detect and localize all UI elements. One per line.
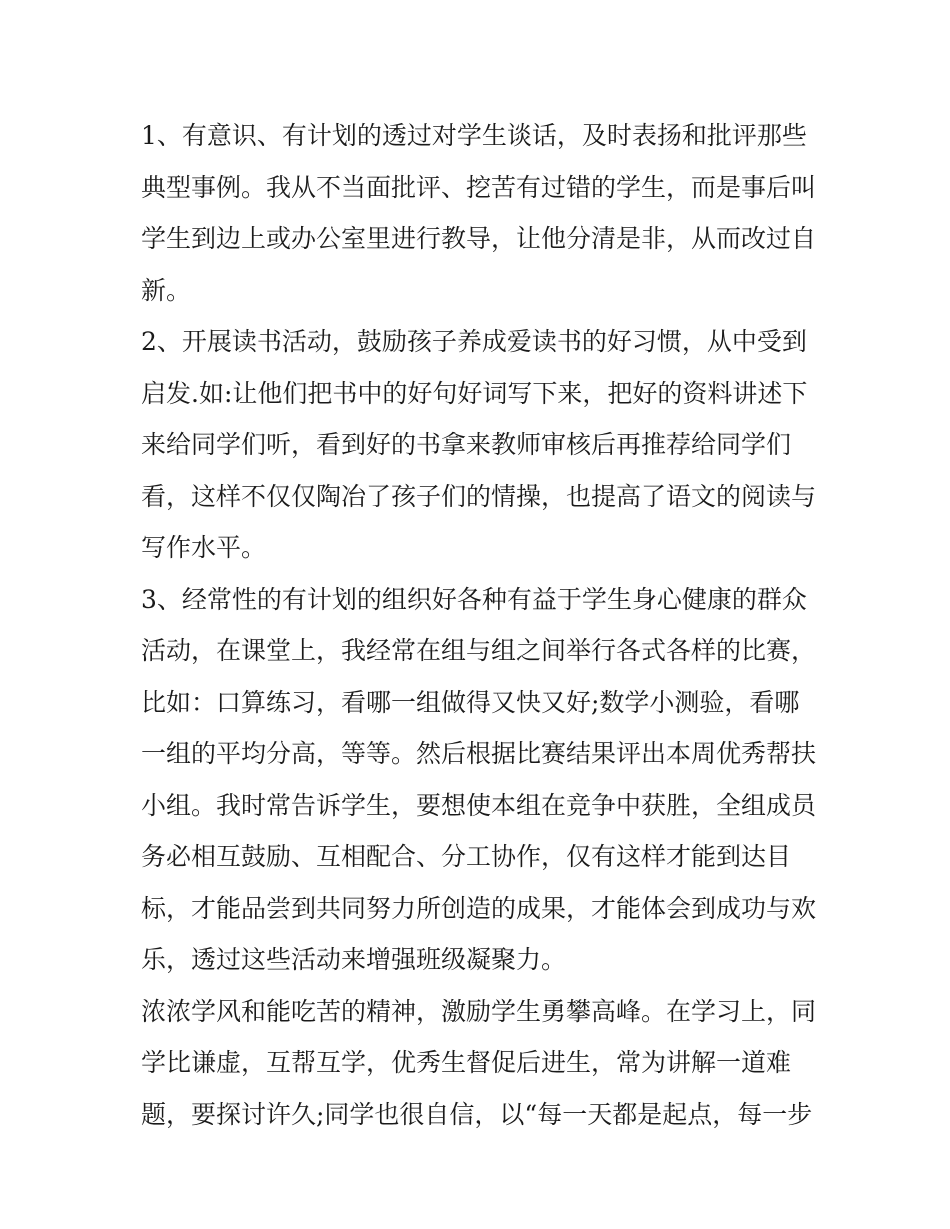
text-line-18: 浓浓学风和能吃苦的精神，激励学生勇攀高峰。在学习上，同 xyxy=(141,996,817,1026)
text-line-11: 活动，在课堂上，我经常在组与组之间举行各式各样的比赛， xyxy=(141,636,817,665)
text-line-20: 题，要探讨许久;同学也很自信，以“每一天都是起点，每一步 xyxy=(141,1099,813,1129)
text-line-5: 2、开展读书活动，鼓励孩子养成爱读书的好习惯，从中受到 xyxy=(141,327,807,356)
text-line-2: 典型事例。我从不当面批评、挖苦有过错的学生，而是事后叫 xyxy=(141,172,817,202)
text-line-16: 标，才能品尝到共同努力所创造的成果，才能体会到成功与欢 xyxy=(141,893,817,923)
text-line-10: 3、经常性的有计划的组织好各种有益于学生身心健康的群众 xyxy=(141,584,807,614)
text-line-15: 务必相互鼓励、互相配合、分工协作，仅有这样才能到达目 xyxy=(141,842,792,871)
text-line-6: 启发.如:让他们把书中的好句好词写下来，把好的资料讲述下 xyxy=(141,378,808,408)
text-line-1: 1、有意识、有计划的透过对学生谈话，及时表扬和批评那些 xyxy=(141,121,807,150)
text-line-3: 学生到边上或办公室里进行教导，让他分清是非，从而改过自 xyxy=(141,224,817,253)
text-line-12: 比如：口算练习，看哪一组做得又快又好;数学小测验，看哪 xyxy=(141,687,800,717)
text-line-9: 写作水平。 xyxy=(141,533,267,562)
text-line-17: 乐，透过这些活动来增强班级凝聚力。 xyxy=(141,945,567,974)
text-line-13: 一组的平均分高，等等。然后根据比赛结果评出本周优秀帮扶 xyxy=(141,739,817,768)
text-line-7: 来给同学们听，看到好的书拿来教师审核后再推荐给同学们 xyxy=(141,430,792,459)
document-body xyxy=(141,110,821,1140)
text-line-8: 看，这样不仅仅陶冶了孩子们的情操，也提高了语文的阅读与 xyxy=(141,481,817,511)
text-line-14: 小组。我时常告诉学生，要想使本组在竞争中获胜，全组成员 xyxy=(141,790,817,820)
text-line-4: 新。 xyxy=(141,275,192,305)
text-line-19: 学比谦虚，互帮互学，优秀生督促后进生，常为讲解一道难 xyxy=(141,1048,792,1077)
